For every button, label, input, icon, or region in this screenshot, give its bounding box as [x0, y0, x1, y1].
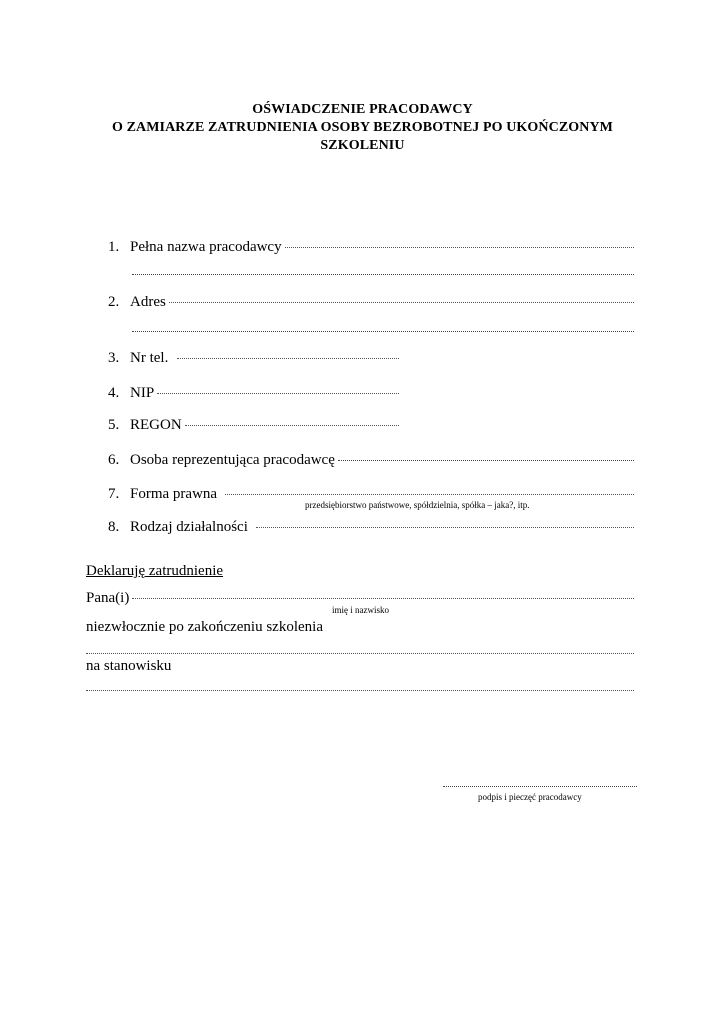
field-number: 3.	[108, 350, 120, 366]
field-number: 4.	[108, 385, 120, 401]
field-number: 6.	[108, 452, 120, 468]
field-number: 2.	[108, 294, 120, 310]
declaration-heading: Deklaruję zatrudnienie	[86, 563, 224, 579]
field-number: 8.	[108, 519, 120, 535]
name-hint: imię i nazwisko	[332, 605, 389, 615]
address-fill-line[interactable]	[169, 302, 634, 303]
employee-name-fill-line[interactable]	[132, 598, 634, 599]
after-training-fill-line[interactable]	[86, 653, 634, 654]
after-training-text: niezwłocznie po zakończeniu szkolenia	[86, 619, 323, 635]
pana-label: Pana(i)	[86, 590, 130, 606]
field-number: 7.	[108, 486, 120, 502]
field-label: NIP	[130, 385, 155, 401]
legal-form-fill-line[interactable]	[225, 494, 634, 495]
field-nip	[108, 384, 399, 402]
field-label: Rodzaj działalności	[130, 519, 248, 535]
field-number: 5.	[108, 417, 120, 433]
legal-form-hint: przedsiębiorstwo państwowe, spółdzielnia, spółka – jaka?, itp.	[305, 500, 530, 510]
field-full-name	[108, 238, 634, 256]
field-number: 1.	[108, 239, 120, 255]
field-label: Forma prawna	[130, 486, 218, 502]
field-representative	[108, 451, 634, 469]
field-label: Adres	[130, 294, 166, 310]
signature-hint: podpis i pieczęć pracodawcy	[478, 792, 582, 802]
activity-type-fill-line[interactable]	[256, 527, 634, 528]
field-label: Osoba reprezentująca pracodawcę	[130, 452, 335, 468]
document-title-line-1: OŚWIADCZENIE PRACODAWCY	[252, 102, 473, 117]
field-activity-type	[108, 518, 634, 536]
regon-fill-line[interactable]	[185, 425, 399, 426]
document-title-line-3: SZKOLENIU	[320, 138, 405, 153]
representative-fill-line[interactable]	[338, 460, 634, 461]
address-fill-line-2[interactable]	[132, 331, 634, 332]
position-fill-line[interactable]	[86, 690, 634, 691]
nip-fill-line[interactable]	[157, 393, 399, 394]
field-regon	[108, 416, 399, 434]
signature-line[interactable]	[443, 786, 637, 787]
position-label: na stanowisku	[86, 658, 172, 674]
phone-fill-line[interactable]	[177, 358, 399, 359]
full-name-fill-line[interactable]	[285, 247, 634, 248]
field-label: REGON	[130, 417, 182, 433]
field-phone	[108, 349, 399, 367]
field-label: Nr tel.	[130, 350, 169, 366]
document-title-line-2: O ZAMIARZE ZATRUDNIENIA OSOBY BEZROBOTNEJ PO UKOŃCZONYM	[111, 120, 613, 135]
field-address	[108, 293, 634, 311]
full-name-fill-line-2[interactable]	[132, 274, 634, 275]
field-label: Pełna nazwa pracodawcy	[130, 239, 282, 255]
